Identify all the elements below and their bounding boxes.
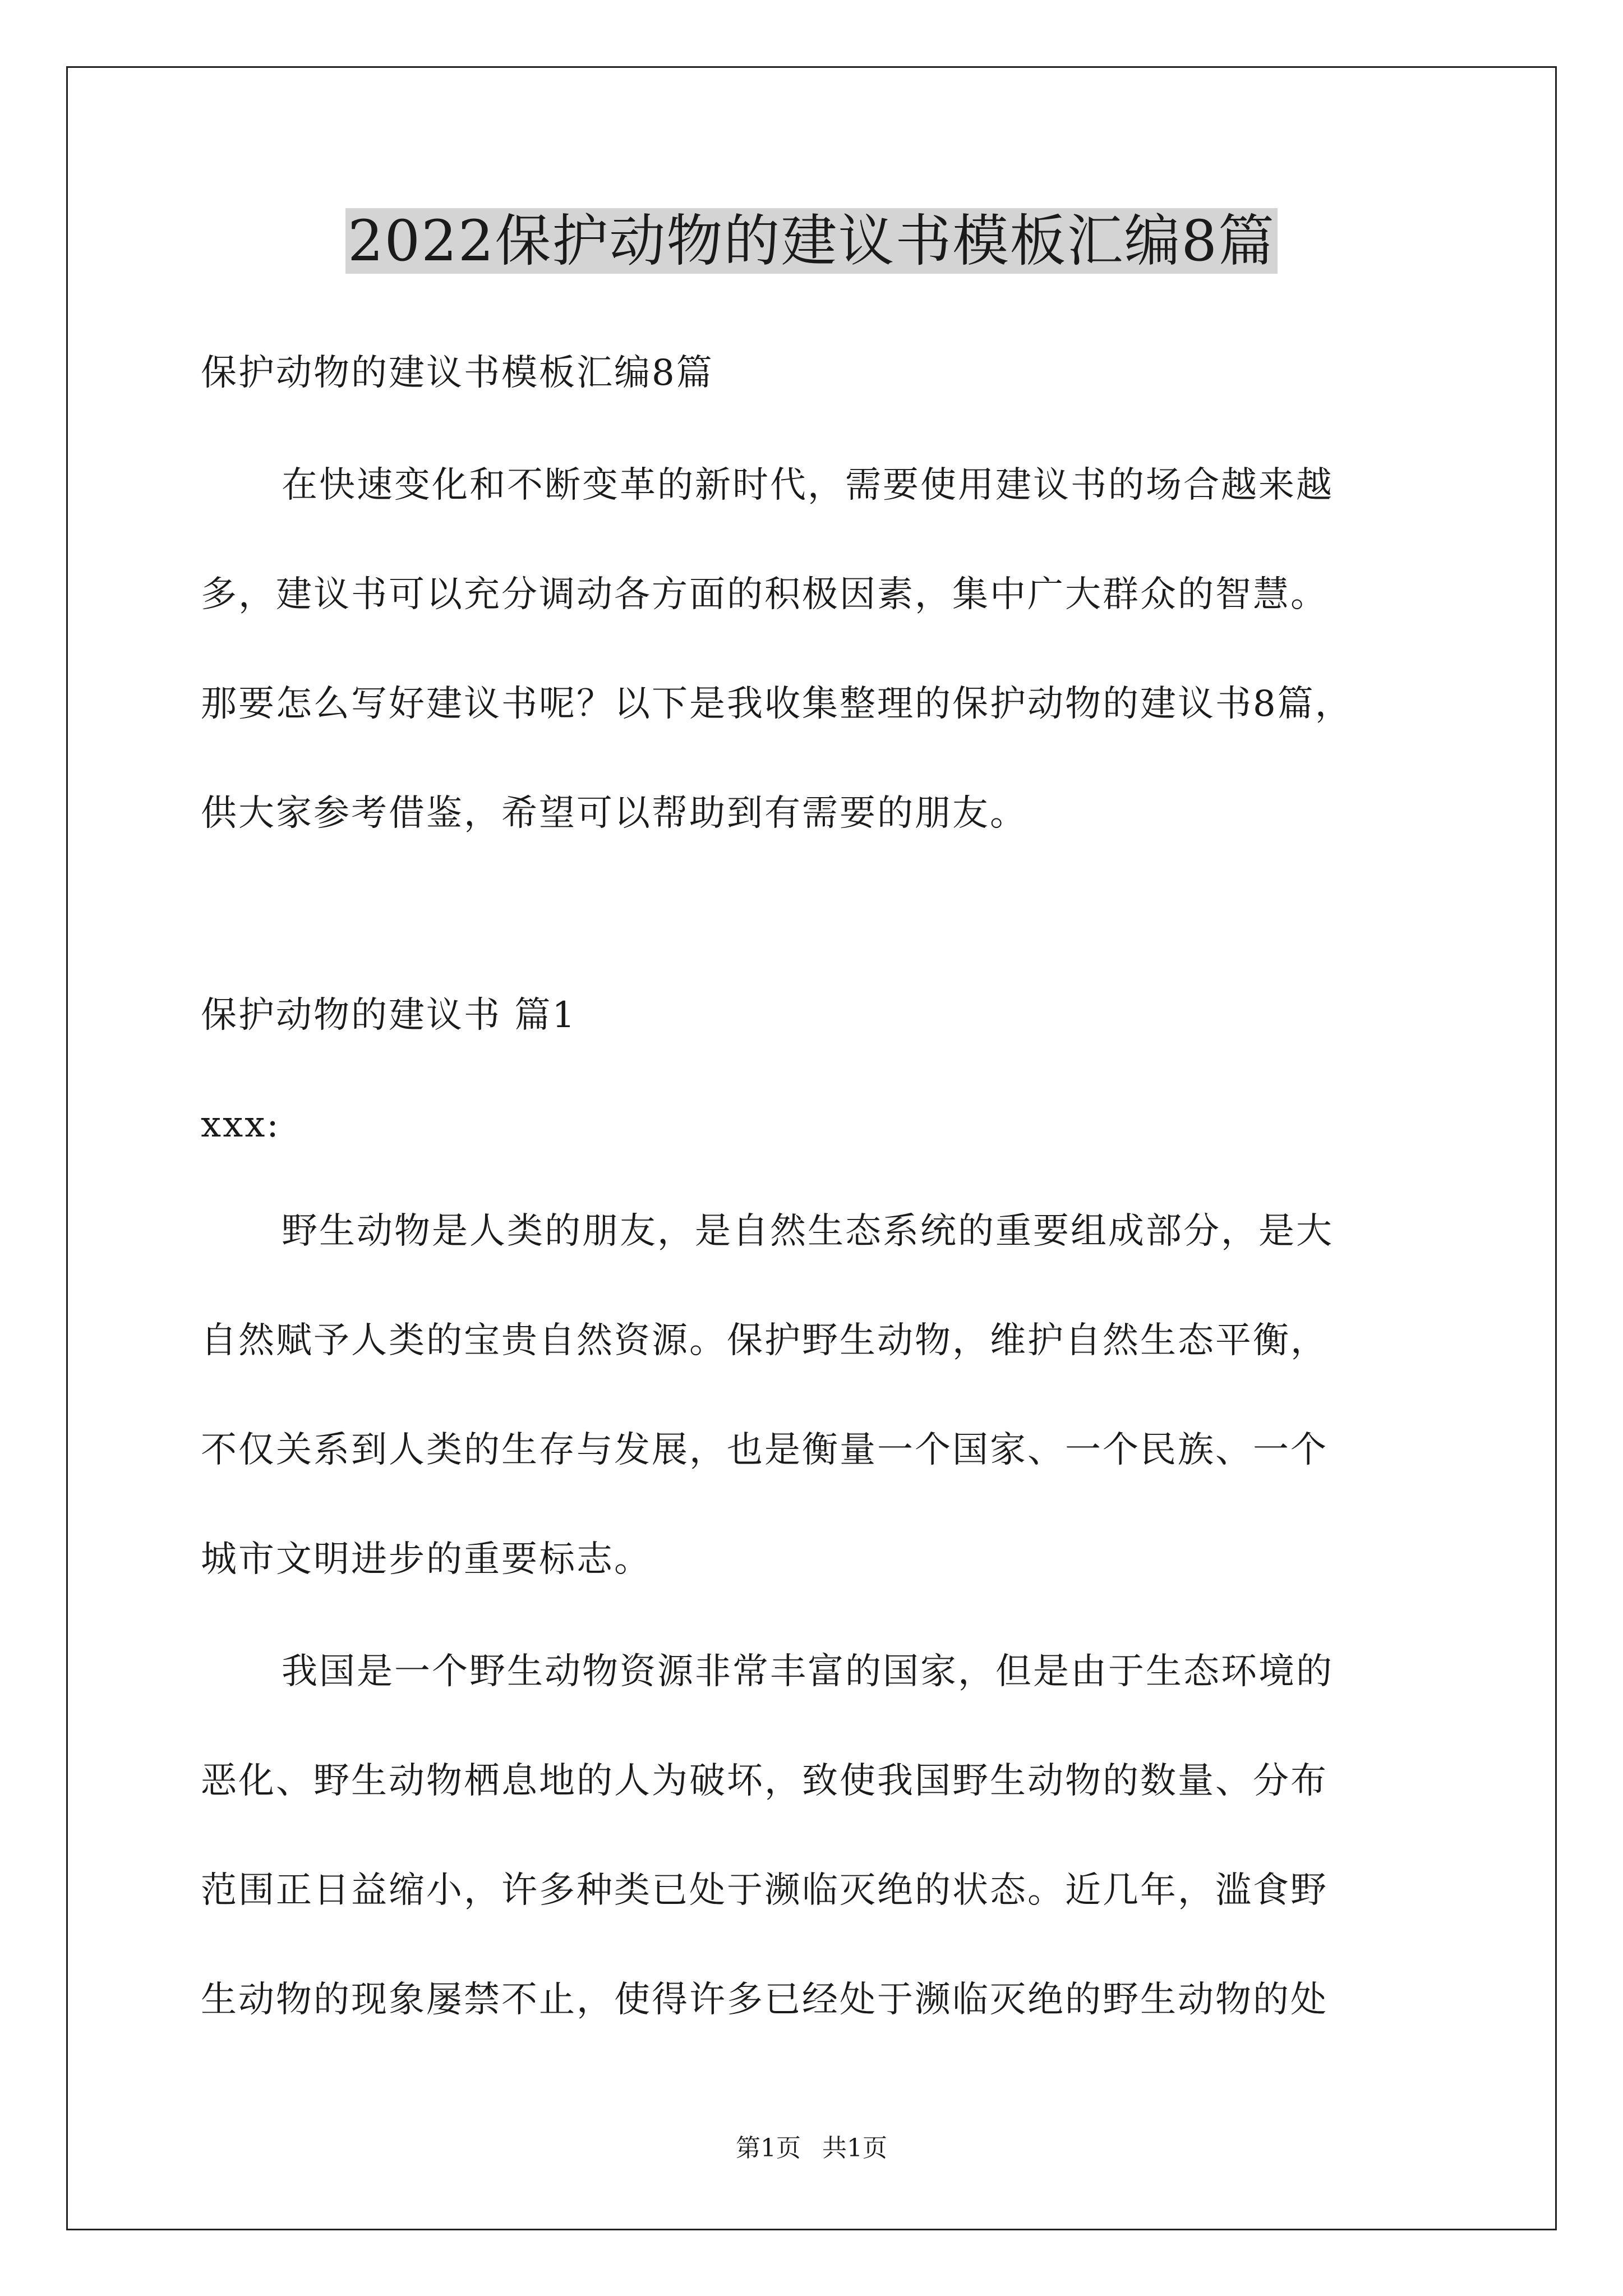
document-title-text: 2022保护动物的建议书模板汇编8篇 <box>345 208 1278 274</box>
paragraph-line: 野生动物是人类的朋友，是自然生态系统的重要组成部分，是大 <box>282 1211 1334 1252</box>
paragraph-line: 在快速变化和不断变革的新时代，需要使用建议书的场合越来越 <box>282 464 1334 506</box>
section-heading: 保护动物的建议书 篇1 <box>201 995 577 1036</box>
paragraph-line: 那要怎么写好建议书呢？以下是我收集整理的保护动物的建议书8篇， <box>201 683 1353 725</box>
paragraph-line: 多，建议书可以充分调动各方面的积极因素，集中广大群众的智慧。 <box>201 574 1328 615</box>
paragraph-line: 不仅关系到人类的生存与发展，也是衡量一个国家、一个民族、一个 <box>201 1429 1328 1471</box>
document-title <box>0 202 1623 280</box>
paragraph-line: 生动物的现象屡禁不止，使得许多已经处于濒临灭绝的野生动物的处 <box>201 1979 1328 2021</box>
salutation-line: xxx: <box>201 1104 280 1145</box>
page-number-footer: 第1页 共1页 <box>736 2134 887 2162</box>
paragraph-line: 供大家参考借鉴，希望可以帮助到有需要的朋友。 <box>201 793 1027 834</box>
paragraph-line: 我国是一个野生动物资源非常丰富的国家，但是由于生态环境的 <box>282 1651 1334 1692</box>
paragraph-line: 自然赋予人类的宝贵自然资源。保护野生动物，维护自然生态平衡， <box>201 1320 1328 1361</box>
paragraph-line: 城市文明进步的重要标志。 <box>201 1539 652 1580</box>
subtitle-line: 保护动物的建议书模板汇编8篇 <box>201 352 714 394</box>
paragraph-line: 恶化、野生动物栖息地的人为破坏，致使我国野生动物的数量、分布 <box>201 1760 1328 1802</box>
paragraph-line: 范围正日益缩小，许多种类已处于濒临灭绝的状态。近几年，滥食野 <box>201 1870 1328 1911</box>
